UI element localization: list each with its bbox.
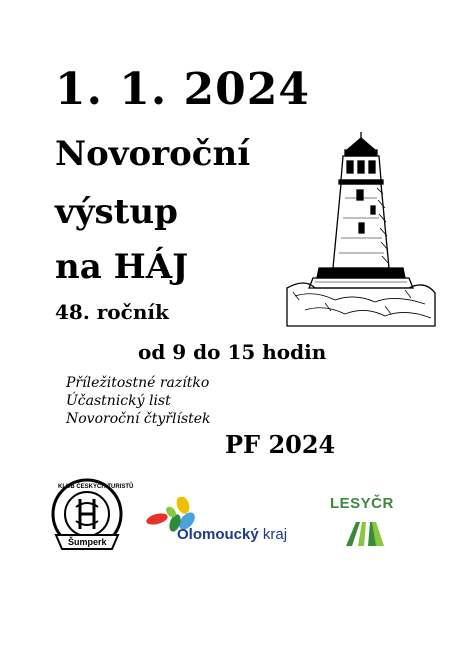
item-certificate: Účastnický list [66,393,171,409]
olomoucky-kraj: kraj [262,526,288,543]
kct-ring-text: KLUB ČESKÝCH TURISTŮ [58,484,134,490]
item-clover: Novoroční čtyřlístek [66,411,211,427]
pf-greeting: PF 2024 [225,430,336,459]
olomoucky-wordmark [177,526,287,543]
olomoucky-kraj-logo [145,497,305,552]
tower-illustration [285,128,437,328]
title-line-3: na HÁJ [55,247,189,287]
olomoucky-name: Olomoucký [177,526,259,543]
event-date: 1. 1. 2024 [55,64,310,115]
title-line-2: výstup [55,192,178,232]
kct-bottom-text: Šumperk [68,537,107,547]
lesy-cr-tree-icon [342,518,388,548]
item-stamp: Příležitostné razítko [66,375,210,391]
hours-label: od 9 do 15 hodin [138,340,327,364]
lesy-cr-wordmark: LESYČR [330,495,394,512]
title-line-1: Novoroční [55,134,251,174]
edition-label: 48. ročník [55,300,169,324]
